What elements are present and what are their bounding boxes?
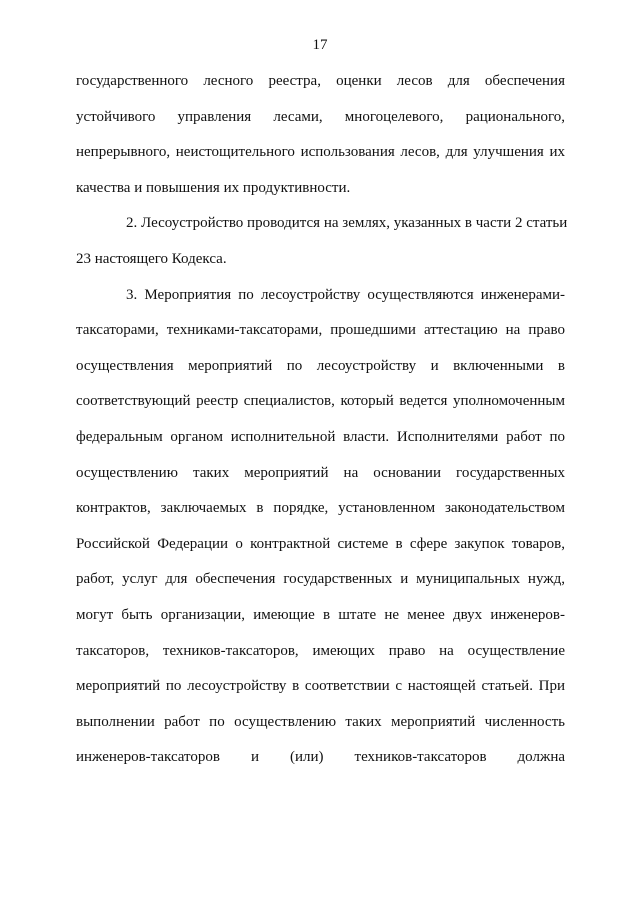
text-line: осуществления мероприятий по лесоустройству и включенными в xyxy=(76,357,565,374)
text-line: соответствующий реестр специалистов, который ведется уполномоченным xyxy=(76,393,565,410)
paragraph-start-line: 3. Мероприятия по лесоустройству осуществляются инженерами- xyxy=(126,286,565,303)
body-text xyxy=(76,64,568,776)
text-line: непрерывного, неистощительного использования лесов, для улучшения их xyxy=(76,144,565,161)
text-line: федеральным органом исполнительной власти. Исполнителями работ по xyxy=(76,428,565,445)
text-line: работ, услуг для обеспечения государственных и муниципальных нужд, xyxy=(76,571,565,588)
text-line: осуществлению таких мероприятий на основании государственных xyxy=(76,464,565,481)
text-line: государственного лесного реестра, оценки лесов для обеспечения xyxy=(76,73,565,89)
text-line: 23 настоящего Кодекса. xyxy=(76,250,227,267)
page-number: 17 xyxy=(312,37,328,53)
text-line: мероприятий по лесоустройству в соответствии с настоящей статьей. При xyxy=(76,678,565,695)
text-line: инженеров-таксаторов и (или) техников-таксаторов должна xyxy=(76,749,565,766)
text-line: таксаторами, техниками-таксаторами, прошедшими аттестацию на право xyxy=(76,322,565,339)
text-line: могут быть организации, имеющие в штате не менее двух инженеров- xyxy=(76,606,565,623)
text-line: контрактов, заключаемых в порядке, установленном законодательством xyxy=(76,500,565,517)
text-line: выполнении работ по осуществлению таких мероприятий численность xyxy=(76,713,565,730)
text-line: устойчивого управления лесами, многоцелевого, рационального, xyxy=(76,108,565,125)
paragraph-start-line: 2. Лесоустройство проводится на землях, указанных в части 2 статьи xyxy=(126,215,568,232)
text-line: таксаторов, техников-таксаторов, имеющих право на осуществление xyxy=(76,642,565,659)
text-line: Российской Федерации о контрактной системе в сфере закупок товаров, xyxy=(76,535,565,552)
text-line: качества и повышения их продуктивности. xyxy=(76,179,351,196)
